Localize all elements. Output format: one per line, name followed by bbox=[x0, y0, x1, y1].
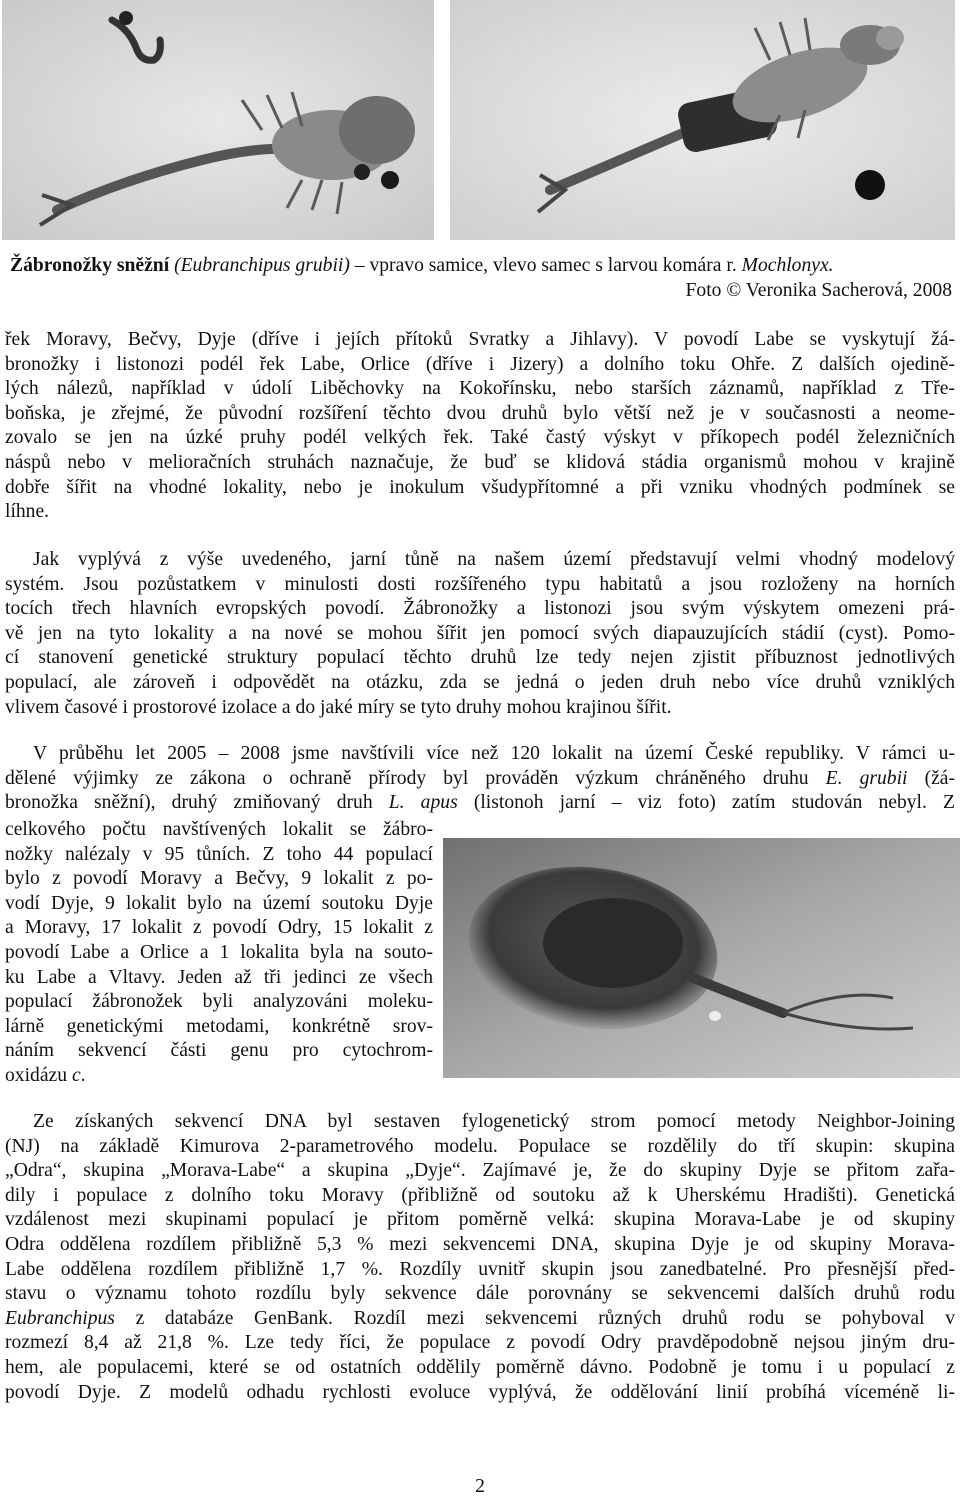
text-line: a Moravy, 17 lokalit z povodí Odry, 15 lokalit z bbox=[5, 917, 433, 939]
figure-caption bbox=[10, 254, 952, 278]
paragraph-research-continued bbox=[5, 818, 433, 1089]
text-line: systém. Jsou pozůstatkem v minulosti dosti rozšířeného typu habitatů a jsou rozloženy na horních bbox=[5, 573, 955, 595]
text-line: stavu o významu tohoto rozdílu byly sekvence dále porovnány se sekvencemi dalších druhů rodu bbox=[5, 1283, 955, 1305]
text-line: populací žábronožek byli analyzováni moleku- bbox=[5, 991, 433, 1013]
paragraph-phylogeny bbox=[5, 1110, 955, 1405]
text-line: náspů nebo v melioračních struhách naznačuje, že buď se klidová stádia organismů mohou v krajině bbox=[5, 451, 955, 473]
photo-fairy-shrimp-male bbox=[2, 0, 434, 240]
text-line: lárně genetickými metodami, konkrétně srov- bbox=[5, 1015, 433, 1037]
text-line: vodí Dyje, 9 lokalit bylo na území soutoku Dyje bbox=[5, 892, 433, 914]
text-line: dobře šířit na vhodné lokality, nebo je inokulum všudypřítomné a při vzniku vhodných podmínek se bbox=[5, 476, 955, 498]
text-line: líhne. bbox=[5, 501, 50, 523]
text-line: povodí Labe a Orlice a 1 lokalita byla na souto- bbox=[5, 941, 433, 963]
text-line: vě jen na tyto lokality a na nové se mohou šířit jen pomocí svých diapauzujících stádií (cyst). Pomo- bbox=[5, 622, 955, 644]
text-line: oxidázu c. bbox=[5, 1064, 86, 1086]
text-line: „Odra“, skupina „Morava-Labe“ a skupina „Dyje“. Zajímavé je, že do skupiny Dyje se přitom zařa- bbox=[5, 1160, 955, 1182]
text-line: V průběhu let 2005 – 2008 jsme navštívili více než 120 lokalit na území České republiky. V rámci u- bbox=[33, 743, 955, 764]
text-line: celkového počtu navštívených lokalit se žábro- bbox=[5, 819, 433, 840]
tadpole-shrimp-image bbox=[443, 838, 960, 1078]
text-line: řek Moravy, Bečvy, Dyje (dříve i jejích přítoků Svratky a Jihlavy). V povodí Labe se vyskytují žá- bbox=[5, 329, 955, 350]
text-line: populací, ale zároveň i odpovědět na otázku, zda se jedná o jeden druh nebo více druhů vzniklých bbox=[5, 671, 955, 693]
fairy-shrimp-male-image bbox=[2, 0, 434, 240]
fairy-shrimp-female-image bbox=[450, 0, 955, 240]
photo-tadpole-shrimp bbox=[443, 838, 960, 1078]
text-line: Eubranchipus z databáze GenBank. Rozdíl mezi sekvencemi různých druhů rodu se pohyboval v bbox=[5, 1307, 955, 1329]
page-number: 2 bbox=[475, 1476, 485, 1497]
text-line: vzdálenost mezi skupinami populací je přitom poměrně velká: skupina Morava-Labe je od skupiny bbox=[5, 1209, 955, 1231]
text-line: boňska, je zřejmé, že původní rozšíření těchto dvou druhů bylo větší než je v současnosti a neome- bbox=[5, 402, 955, 424]
text-line: tocích třech hlavních evropských povodí. Žábronožky a listonozi jsou svým výskytem omezeni prá- bbox=[5, 598, 955, 620]
text-line: bylo z povodí Moravy a Bečvy, 9 lokalit z po- bbox=[5, 868, 433, 890]
paragraph-model-system bbox=[5, 548, 955, 720]
text-line: povodí Dyje. Z modelů odhadu rychlosti evoluce vyplývá, že oddělování linií probíhá víceméně li- bbox=[5, 1381, 955, 1403]
text-line: náním sekvencí části genu pro cytochrom- bbox=[5, 1040, 433, 1062]
text-line: vlivem časové i prostorové izolace a do jaké míry se tyto druhy mohou krajinou šířit. bbox=[5, 696, 672, 718]
text-line: dily i populace z dolního toku Moravy (přibližně od soutoku až k Uherskému Hradišti). Genetická bbox=[5, 1184, 955, 1206]
photo-fairy-shrimp-female bbox=[450, 0, 955, 240]
text-line: rozmezí 8,4 až 21,8 %. Lze tedy říci, že populace z povodí Odry pravděpodobně nejsou jiným dru- bbox=[5, 1332, 955, 1354]
text-line: (NJ) na základě Kimurova 2-parametrového modelu. Populace se rozdělily do tří skupin: skupina bbox=[5, 1135, 955, 1157]
text-line: bronožka sněžní), druhý zmiňovaný druh L. apus (listonoh jarní – viz foto) zatím studován nebyl. Z bbox=[5, 792, 955, 814]
caption-genus: Mochlonyx. bbox=[741, 255, 834, 276]
text-line: Ze získaných sekvencí DNA byl sestaven fylogenetický strom pomocí metody Neighbor-Joining bbox=[33, 1111, 955, 1132]
paragraph-research bbox=[5, 742, 955, 816]
text-line: Jak vyplývá z výše uvedeného, jarní tůně na našem území představují velmi vhodný modelový bbox=[33, 549, 955, 570]
text-line: lých nálezů, například v údolí Liběchovky na Kokořínsku, nebo starších záznamů, například z Tře- bbox=[5, 378, 955, 400]
text-line: Odra oddělena rozdílem přibližně 5,3 % mezi sekvencemi DNA, skupina Dyje je od skupiny Morava- bbox=[5, 1233, 955, 1255]
text-line: ku Labe a Vltavy. Jeden až tři jedinci ze všech bbox=[5, 966, 433, 988]
text-line: Labe oddělena rozdílem přibližně 1,7 %. Rozdíly uvnitř skupin jsou zanedbatelné. Pro přesnější před- bbox=[5, 1258, 955, 1280]
paragraph-distribution bbox=[5, 328, 955, 525]
caption-text: – vpravo samice, vlevo samec s larvou komára r. bbox=[349, 255, 742, 276]
text-line: bronožky i listonozi podél řek Labe, Orlice (dříve i Jizery) a dolního toku Ohře. Z dalších ojedině- bbox=[5, 353, 955, 375]
text-line: cí stanovení genetické struktury populací těchto druhů lze tedy nejen zjistit příbuznost jednotlivých bbox=[5, 647, 955, 669]
text-line: zovalo se jen na úzké pruhy podél velkých řek. Také častý výskyt v příkopech podél železničních bbox=[5, 427, 955, 449]
caption-species: (Eubranchipus grubii) bbox=[174, 255, 350, 276]
text-line: dělené výjimky ze zákona o ochraně přírody byl prováděn výzkum chráněného druhu E. grubii (žá- bbox=[5, 767, 956, 789]
text-line: nožky nalézaly v 95 tůních. Z toho 44 populací bbox=[5, 843, 433, 865]
photo-credit: Foto © Veronika Sacherová, 2008 bbox=[685, 280, 952, 301]
text-line: hem, ale populacemi, které se od ostatních oddělily poměrně dávno. Podobně je tomu i u populací z bbox=[5, 1356, 955, 1378]
caption-title: Žábronožky sněžní bbox=[10, 255, 170, 276]
